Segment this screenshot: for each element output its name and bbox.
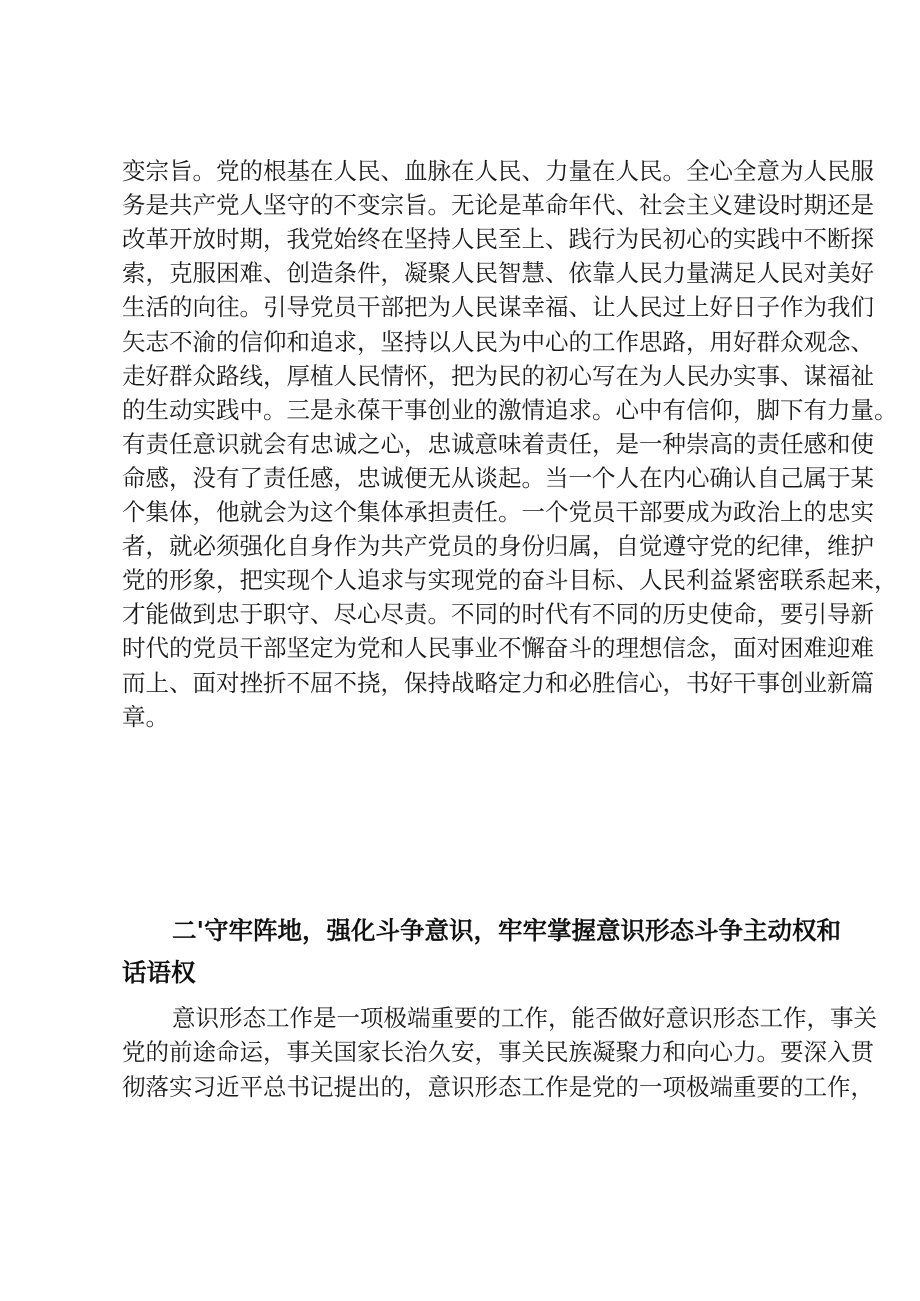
paragraph-1-line: 的生动实践中。三是永葆干事创业的激情追求。心中有信仰，脚下有力量。: [122, 395, 898, 424]
paragraph-1-line: 者，就必须强化自身作为共产党员的身份归属，自觉遵守党的纪律，维护: [122, 532, 874, 561]
paragraph-1-line: 有责任意识就会有忠诚之心，忠诚意味着责任，是一种崇高的责任感和使: [122, 429, 874, 458]
paragraph-1-line: 走好群众路线，厚植人民情怀，把为民的初心写在为人民办实事、谋福祉: [122, 361, 874, 390]
paragraph-2-line: 党的前途命运，事关国家长治久安，事关民族凝聚力和向心力。要深入贯: [122, 1038, 874, 1067]
paragraph-2-line: 彻落实习近平总书记提出的，意识形态工作是党的一项极端重要的工作，: [122, 1072, 874, 1101]
paragraph-2-line: 意识形态工作是一项极端重要的工作，能否做好意识形态工作，事关: [172, 1004, 877, 1032]
section-heading-line: 二'守牢阵地，强化斗争意识，牢牢掌握意识形态斗争主动权和: [172, 916, 841, 945]
paragraph-1-line: 索，克服困难、创造条件，凝聚人民智慧、依靠人民力量满足人民对美好: [122, 259, 874, 288]
section-heading-line: 话语权: [122, 958, 196, 987]
paragraph-1-line: 才能做到忠于职守、尽心尽责。不同的时代有不同的历史使命，要引导新: [122, 600, 874, 629]
paragraph-1-line: 章。: [122, 702, 169, 731]
paragraph-1-line: 改革开放时期，我党始终在坚持人民至上、践行为民初心的实践中不断探: [122, 225, 874, 254]
paragraph-1-line: 命感，没有了责任感，忠诚便无从谈起。当一个人在内心确认自己属于某: [122, 463, 874, 492]
paragraph-1-line: 时代的党员干部坚定为党和人民事业不懈奋斗的理想信念，面对困难迎难: [122, 634, 874, 663]
paragraph-1-line: 生活的向往。引导党员干部把为人民谋幸福、让人民过上好日子作为我们: [122, 293, 874, 322]
paragraph-1-line: 变宗旨。党的根基在人民、血脉在人民、力量在人民。全心全意为人民服: [122, 157, 874, 185]
paragraph-1-line: 而上、面对挫折不屈不挠，保持战略定力和必胜信心，书好干事创业新篇: [122, 668, 874, 697]
paragraph-1-line: 务是共产党人坚守的不变宗旨。无论是革命年代、社会主义建设时期还是: [122, 191, 874, 220]
paragraph-1-line: 党的形象，把实现个人追求与实现党的奋斗目标、人民利益紧密联系起来，: [122, 566, 898, 595]
paragraph-1-line: 个集体，他就会为这个集体承担责任。一个党员干部要成为政治上的忠实: [122, 498, 874, 526]
paragraph-1-line: 矢志不渝的信仰和追求，坚持以人民为中心的工作思路，用好群众观念、: [122, 327, 874, 356]
